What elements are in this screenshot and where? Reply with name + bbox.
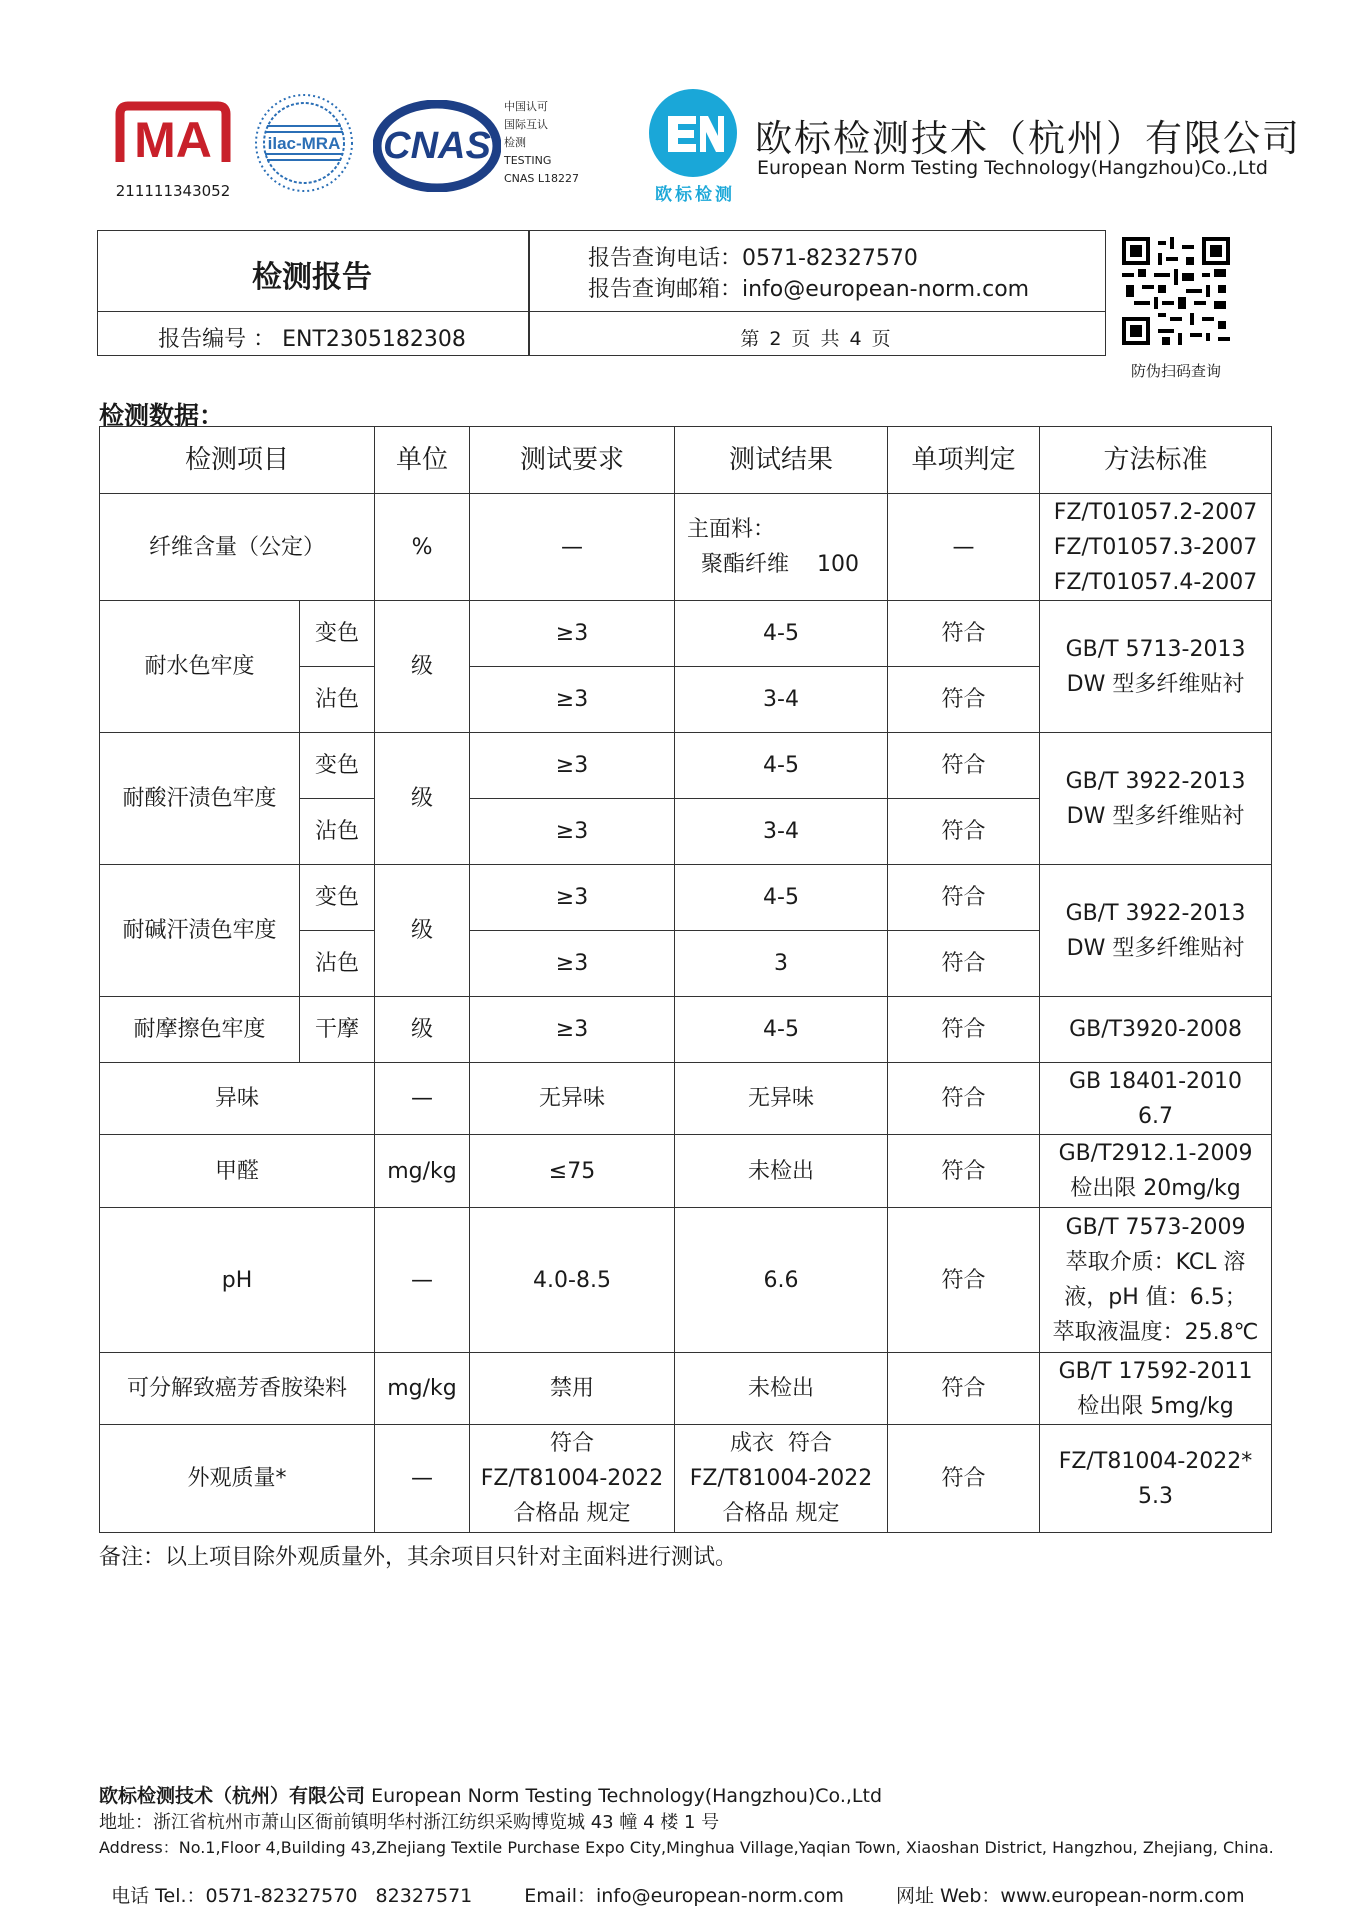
requirement-cell: ≥3 [470, 997, 675, 1063]
item-cell: 可分解致癌芳香胺染料 [100, 1353, 375, 1425]
result-line: 聚酯纤维 100 [701, 552, 859, 577]
ilac-mra-logo [253, 92, 355, 194]
cma-number: 211111343052 [115, 182, 231, 200]
requirement-cell: ≥3 [470, 733, 675, 799]
unit-cell: — [375, 1063, 470, 1135]
table-header-row [100, 427, 1272, 494]
method-cell [1040, 601, 1272, 733]
en-logo [648, 88, 738, 178]
method-cell [1040, 1135, 1272, 1208]
result-line: 成衣 符合 [730, 1431, 833, 1456]
sub-item-cell: 变色 [300, 865, 375, 931]
item-cell: 外观质量* [100, 1425, 375, 1533]
requirement-cell: ≤75 [470, 1135, 675, 1208]
sub-item-cell: 沾色 [300, 667, 375, 733]
item-cell: 耐碱汗渍色牢度 [100, 865, 300, 997]
item-cell: pH [100, 1208, 375, 1353]
unit-cell: 级 [375, 601, 470, 733]
result-cell: 未检出 [675, 1135, 888, 1208]
judgement-cell: 符合 [888, 865, 1040, 931]
table-row [100, 733, 1272, 799]
table-row [100, 494, 1272, 601]
method-line: 萃取介质：KCL 溶 [1065, 1250, 1246, 1275]
unit-cell: % [375, 494, 470, 601]
cnas-logo-text: CNAS [383, 125, 491, 167]
method-line: DW 型多纤维贴衬 [1066, 671, 1245, 697]
requirement-cell: ≥3 [470, 865, 675, 931]
item-cell: 甲醛 [100, 1135, 375, 1208]
method-line: GB/T2912.1-2009 [1058, 1141, 1253, 1166]
result-cell: 3-4 [675, 799, 888, 865]
result-cell: 未检出 [675, 1353, 888, 1425]
method-line: GB 18401-2010 [1068, 1068, 1243, 1094]
table-row [100, 601, 1272, 667]
method-line: FZ/T01057.2-2007 [1053, 499, 1258, 525]
method-line: GB/T 3922-2013 [1065, 900, 1246, 926]
judgement-cell: 符合 [888, 799, 1040, 865]
judgement-cell: 符合 [888, 1353, 1040, 1425]
item-cell: 耐酸汗渍色牢度 [100, 733, 300, 865]
table-note: 备注：以上项目除外观质量外，其余项目只针对主面料进行测试。 [99, 1545, 738, 1570]
method-line: FZ/T81004-2022* [1058, 1448, 1253, 1474]
footer-tel: 电话 Tel.：0571-82327570 82327571 [111, 1885, 473, 1907]
footer-company-en: European Norm Testing Technology(Hangzhou)Co.,Ltd [371, 1785, 883, 1807]
judgement-cell: 符合 [888, 1063, 1040, 1135]
method-line: 5.3 [1138, 1483, 1174, 1509]
table-row [100, 997, 1272, 1063]
table-row [100, 865, 1272, 931]
table-row [100, 1135, 1272, 1208]
result-cell: 4-5 [675, 733, 888, 799]
cnas-line: 国际互认 [504, 118, 548, 131]
footer-address-cn: 地址：浙江省杭州市萧山区衙前镇明华村浙江纺织采购博览城 43 幢 4 楼 1 号 [99, 1812, 720, 1833]
requirement-cell: ≥3 [470, 799, 675, 865]
unit-cell: — [375, 1425, 470, 1533]
item-cell: 耐水色牢度 [100, 601, 300, 733]
report-phone: 报告查询电话：0571-82327570 [588, 246, 918, 271]
cnas-line: CNAS L18227 [504, 172, 580, 185]
item-cell: 纤维含量（公定） [100, 494, 375, 601]
result-line: 合格品 规定 [722, 1501, 840, 1526]
method-line: 6.7 [1138, 1103, 1174, 1129]
requirement-line: 符合 [550, 1431, 595, 1456]
method-line: 萃取液温度：25.8℃ [1052, 1320, 1259, 1345]
sub-item-cell: 变色 [300, 733, 375, 799]
report-email: 报告查询邮箱：info@european-norm.com [588, 277, 1030, 302]
method-line: FZ/T01057.3-2007 [1053, 534, 1258, 560]
sub-item-cell: 沾色 [300, 931, 375, 997]
method-line: GB/T 17592-2011 [1058, 1358, 1253, 1384]
method-cell: GB/T3920-2008 [1040, 997, 1272, 1063]
method-line: DW 型多纤维贴衬 [1066, 803, 1245, 829]
column-header: 方法标准 [1040, 427, 1272, 494]
requirement-line: 合格品 规定 [513, 1501, 631, 1526]
result-cell: 无异味 [675, 1063, 888, 1135]
company-name-en: European Norm Testing Technology(Hangzhou)Co.,Ltd [757, 157, 1268, 179]
result-cell: 3-4 [675, 667, 888, 733]
table-row [100, 1208, 1272, 1353]
column-header: 测试要求 [470, 427, 675, 494]
judgement-cell: 符合 [888, 733, 1040, 799]
requirement-cell: 4.0-8.5 [470, 1208, 675, 1353]
method-line: 检出限 5mg/kg [1077, 1393, 1234, 1419]
unit-cell: 级 [375, 865, 470, 997]
method-line: 液，pH 值：6.5； [1064, 1285, 1247, 1310]
section-title: 检测数据： [99, 401, 225, 430]
column-header: 测试结果 [675, 427, 888, 494]
requirement-cell [470, 1425, 675, 1533]
header-divider [98, 311, 1105, 312]
ilac-logo-text: ilac-MRA [267, 134, 341, 153]
judgement-cell: 符合 [888, 601, 1040, 667]
result-cell [675, 494, 888, 601]
judgement-cell: 符合 [888, 1425, 1040, 1533]
qr-code-icon [1122, 237, 1230, 345]
page-indicator: 第 2 页 共 4 页 [740, 328, 893, 350]
method-line: GB/T 7573-2009 [1065, 1215, 1246, 1240]
table-row [100, 1425, 1272, 1533]
result-cell: 3 [675, 931, 888, 997]
judgement-cell: — [888, 494, 1040, 601]
method-line: GB/T 3922-2013 [1065, 768, 1246, 794]
requirement-cell: 禁用 [470, 1353, 675, 1425]
requirement-cell: ≥3 [470, 601, 675, 667]
cnas-line: 检测 [504, 136, 526, 149]
requirement-cell: 无异味 [470, 1063, 675, 1135]
test-data-table [99, 426, 1272, 1533]
unit-cell: 级 [375, 997, 470, 1063]
footer-company-cn: 欧标检测技术（杭州）有限公司 [99, 1785, 366, 1807]
cma-logo [112, 100, 234, 170]
method-cell [1040, 1208, 1272, 1353]
sub-item-cell: 沾色 [300, 799, 375, 865]
result-cell [675, 1425, 888, 1533]
en-logo-caption: 欧标检测 [655, 185, 735, 205]
result-cell: 6.6 [675, 1208, 888, 1353]
cnas-accreditation-text [504, 98, 579, 188]
method-cell [1040, 1353, 1272, 1425]
method-cell [1040, 494, 1272, 601]
result-cell: 4-5 [675, 997, 888, 1063]
judgement-cell: 符合 [888, 1208, 1040, 1353]
footer-web[interactable]: 网址 Web：www.european-norm.com [895, 1885, 1245, 1907]
footer-address-en: Address：No.1,Floor 4,Building 43,Zhejiang Textile Purchase Expo City,Minghua Village,Yaqian Town, Xiaoshan District, Hangzhou, Zhejiang, China. [99, 1838, 1274, 1857]
method-cell [1040, 733, 1272, 865]
table-row [100, 1353, 1272, 1425]
column-header: 检测项目 [100, 427, 375, 494]
judgement-cell: 符合 [888, 1135, 1040, 1208]
method-cell [1040, 1063, 1272, 1135]
result-line: 主面料： [687, 517, 776, 542]
requirement-cell: — [470, 494, 675, 601]
footer-company [99, 1781, 882, 1808]
result-cell: 4-5 [675, 601, 888, 667]
unit-cell: — [375, 1208, 470, 1353]
method-cell [1040, 865, 1272, 997]
column-header: 单位 [375, 427, 470, 494]
cma-logo-text: MA [134, 112, 212, 168]
method-line: GB/T 5713-2013 [1065, 636, 1246, 662]
method-line: 检出限 20mg/kg [1070, 1176, 1241, 1201]
unit-cell: mg/kg [375, 1353, 470, 1425]
cnas-line: TESTING [504, 154, 552, 167]
footer-email[interactable]: Email：info@european-norm.com [524, 1885, 844, 1907]
cnas-line: 中国认可 [504, 100, 548, 113]
result-line: FZ/T81004-2022 [689, 1466, 873, 1491]
qr-caption: 防伪扫码查询 [1130, 362, 1221, 380]
method-cell [1040, 1425, 1272, 1533]
unit-cell: mg/kg [375, 1135, 470, 1208]
judgement-cell: 符合 [888, 997, 1040, 1063]
requirement-line: FZ/T81004-2022 [480, 1466, 664, 1491]
column-header: 单项判定 [888, 427, 1040, 494]
report-title: 检测报告 [252, 260, 372, 295]
method-line: DW 型多纤维贴衬 [1066, 935, 1245, 961]
report-number: 报告编号 ： ENT2305182308 [158, 327, 466, 352]
requirement-cell: ≥3 [470, 931, 675, 997]
item-cell: 异味 [100, 1063, 375, 1135]
method-line: FZ/T01057.4-2007 [1053, 569, 1258, 595]
table-row [100, 1063, 1272, 1135]
sub-item-cell: 干摩 [300, 997, 375, 1063]
requirement-cell: ≥3 [470, 667, 675, 733]
unit-cell: 级 [375, 733, 470, 865]
item-cell: 耐摩擦色牢度 [100, 997, 300, 1063]
footer-contacts [99, 1859, 1245, 1908]
company-name-cn: 欧标检测技术（杭州）有限公司 [755, 117, 1301, 160]
judgement-cell: 符合 [888, 667, 1040, 733]
cnas-logo [373, 100, 501, 192]
result-cell: 4-5 [675, 865, 888, 931]
judgement-cell: 符合 [888, 931, 1040, 997]
sub-item-cell: 变色 [300, 601, 375, 667]
